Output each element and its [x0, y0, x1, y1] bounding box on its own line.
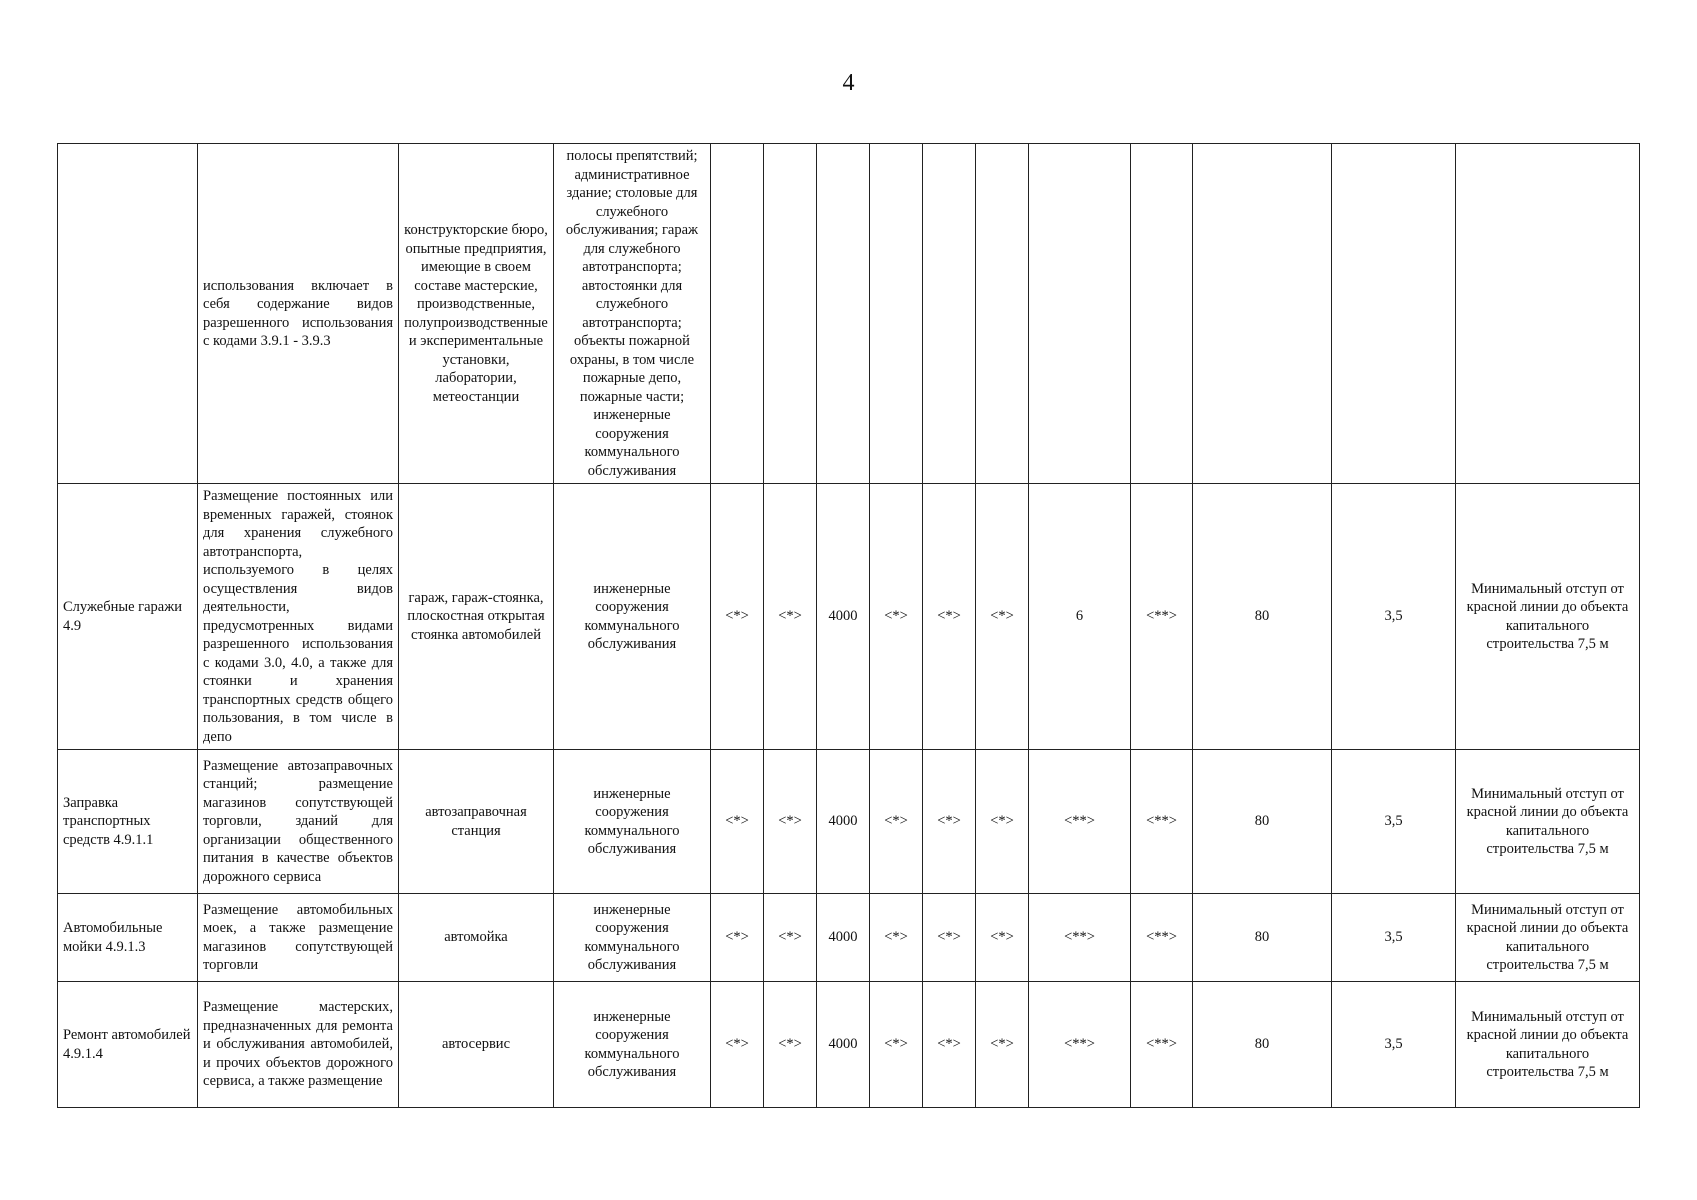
use-name-cell: Автомобильные мойки 4.9.1.3 [58, 894, 198, 982]
param-10-cell: 3,5 [1332, 484, 1456, 750]
note-cell: Минимальный отступ от красной линии до объекта капитального строительства 7,5 м [1456, 982, 1640, 1108]
param-3-cell [817, 144, 870, 484]
page-number: 4 [842, 70, 855, 96]
param-10-cell: 3,5 [1332, 982, 1456, 1108]
param-2-cell [764, 144, 817, 484]
note-cell: Минимальный отступ от красной линии до объекта капитального строительства 7,5 м [1456, 750, 1640, 894]
param-2-cell: <*> [764, 484, 817, 750]
auxiliary-objects-cell: инженерные сооружения коммунального обслуживания [554, 750, 711, 894]
note-cell [1456, 144, 1640, 484]
auxiliary-objects-cell: инженерные сооружения коммунального обслуживания [554, 894, 711, 982]
zoning-regulations-table [57, 143, 1640, 1108]
param-4-cell: <*> [870, 750, 923, 894]
param-8-cell: <**> [1131, 982, 1193, 1108]
param-8-cell: <**> [1131, 750, 1193, 894]
table-row [58, 894, 1640, 982]
use-name-cell: Заправка транспортных средств 4.9.1.1 [58, 750, 198, 894]
main-objects-cell: гараж, гараж-стоянка, плоскостная открытая стоянка автомобилей [399, 484, 554, 750]
param-6-cell [976, 144, 1029, 484]
main-objects-cell: автомойка [399, 894, 554, 982]
param-5-cell: <*> [923, 484, 976, 750]
main-objects-cell: конструкторские бюро, опытные предприятия, имеющие в своем составе мастерские, производственные, полупроизводственные и экспериментальные установки, лаборатории, метеостанции [399, 144, 554, 484]
param-10-cell: 3,5 [1332, 750, 1456, 894]
table-row [58, 982, 1640, 1108]
note-cell: Минимальный отступ от красной линии до объекта капитального строительства 7,5 м [1456, 484, 1640, 750]
param-6-cell: <*> [976, 894, 1029, 982]
param-1-cell: <*> [711, 894, 764, 982]
param-8-cell: <**> [1131, 484, 1193, 750]
table-row [58, 484, 1640, 750]
table-row [58, 144, 1640, 484]
param-9-cell: 80 [1193, 982, 1332, 1108]
param-5-cell: <*> [923, 982, 976, 1108]
param-7-cell: <**> [1029, 894, 1131, 982]
note-cell: Минимальный отступ от красной линии до объекта капитального строительства 7,5 м [1456, 894, 1640, 982]
param-2-cell: <*> [764, 982, 817, 1108]
param-4-cell: <*> [870, 982, 923, 1108]
param-4-cell: <*> [870, 894, 923, 982]
param-6-cell: <*> [976, 982, 1029, 1108]
param-3-cell: 4000 [817, 982, 870, 1108]
param-5-cell [923, 144, 976, 484]
use-description-cell: Размещение автомобильных моек, а также размещение магазинов сопутствующей торговли [198, 894, 399, 982]
param-3-cell: 4000 [817, 750, 870, 894]
param-5-cell: <*> [923, 894, 976, 982]
param-7-cell: 6 [1029, 484, 1131, 750]
param-9-cell: 80 [1193, 894, 1332, 982]
param-1-cell: <*> [711, 484, 764, 750]
param-8-cell [1131, 144, 1193, 484]
use-description-cell: использования включает в себя содержание видов разрешенного использования с кодами 3.9.1 - 3.9.3 [198, 144, 399, 484]
param-10-cell [1332, 144, 1456, 484]
param-6-cell: <*> [976, 750, 1029, 894]
param-3-cell: 4000 [817, 484, 870, 750]
use-name-cell [58, 144, 198, 484]
param-3-cell: 4000 [817, 894, 870, 982]
param-4-cell [870, 144, 923, 484]
main-objects-cell: автосервис [399, 982, 554, 1108]
use-description-cell: Размещение мастерских, предназначенных для ремонта и обслуживания автомобилей, и прочих объектов дорожного сервиса, а также размещение [198, 982, 399, 1108]
param-8-cell: <**> [1131, 894, 1193, 982]
use-name-cell: Ремонт автомобилей 4.9.1.4 [58, 982, 198, 1108]
param-9-cell [1193, 144, 1332, 484]
param-9-cell: 80 [1193, 484, 1332, 750]
param-2-cell: <*> [764, 894, 817, 982]
main-objects-cell: автозаправочная станция [399, 750, 554, 894]
param-7-cell [1029, 144, 1131, 484]
param-10-cell: 3,5 [1332, 894, 1456, 982]
param-2-cell: <*> [764, 750, 817, 894]
auxiliary-objects-cell: инженерные сооружения коммунального обслуживания [554, 484, 711, 750]
use-description-cell: Размещение автозаправочных станций; размещение магазинов сопутствующей торговли, зданий для организации общественного питания в качестве объектов дорожного сервиса [198, 750, 399, 894]
table-row [58, 750, 1640, 894]
param-5-cell: <*> [923, 750, 976, 894]
param-1-cell: <*> [711, 982, 764, 1108]
use-description-cell: Размещение постоянных или временных гаражей, стоянок для хранения служебного автотранспорта, используемого в целях осуществления видов деятельности, предусмотренных видами разрешенного использования с кодами 3.0, 4.0, а также для стоянки и хранения транспортных средств общего пользования, в том числе в депо [198, 484, 399, 750]
param-1-cell [711, 144, 764, 484]
param-4-cell: <*> [870, 484, 923, 750]
param-6-cell: <*> [976, 484, 1029, 750]
param-7-cell: <**> [1029, 750, 1131, 894]
param-1-cell: <*> [711, 750, 764, 894]
auxiliary-objects-cell: инженерные сооружения коммунального обслуживания [554, 982, 711, 1108]
param-9-cell: 80 [1193, 750, 1332, 894]
auxiliary-objects-cell: полосы препятствий; административное здание; столовые для служебного обслуживания; гараж для служебного автотранспорта; автостоянки для служебного автотранспорта; объекты пожарной охраны, в том числе пожарные депо, пожарные части; инженерные сооружения коммунального обслуживания [554, 144, 711, 484]
use-name-cell: Служебные гаражи 4.9 [58, 484, 198, 750]
param-7-cell: <**> [1029, 982, 1131, 1108]
